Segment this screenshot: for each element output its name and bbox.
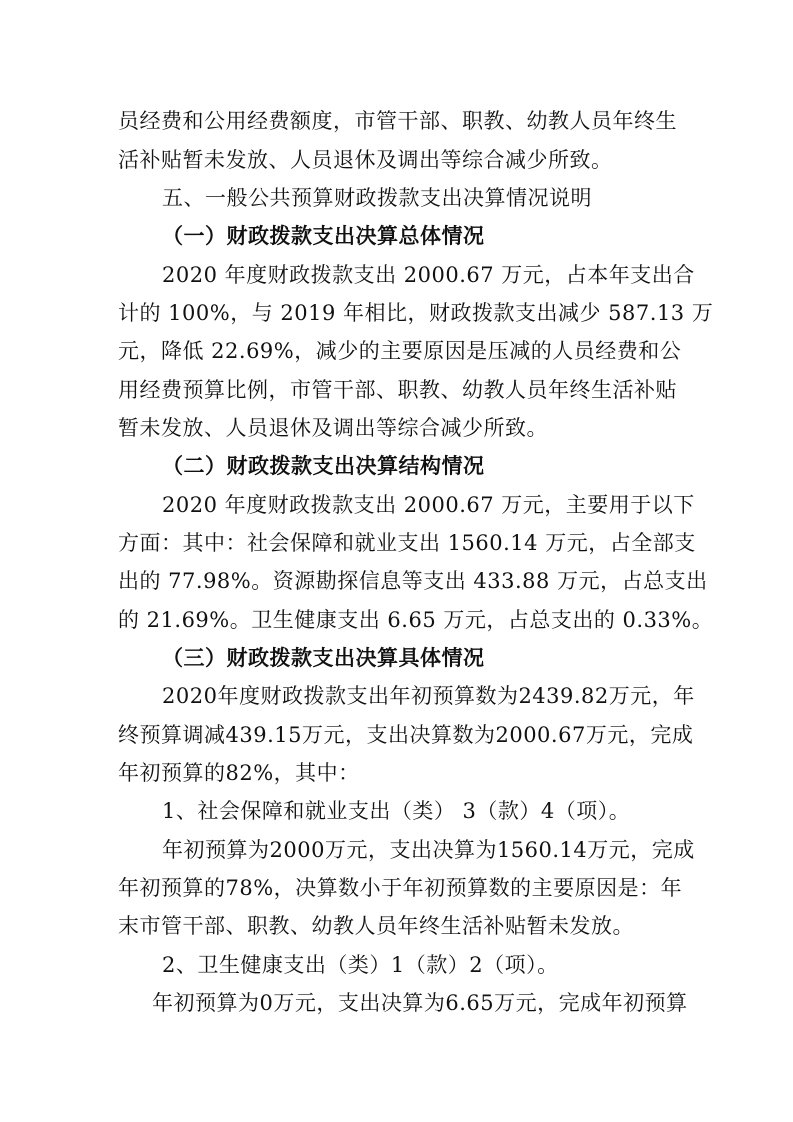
paragraph-line: 方面：其中：社会保障和就业支出 1560.14 万元，占全部支 (118, 531, 696, 555)
list-item-heading: 2、卫生健康支出（类）1（款）2（项）。 (162, 953, 559, 977)
paragraph-line: 2020 年度财政拨款支出 2000.67 万元，主要用于以下 (162, 493, 695, 517)
paragraph-line: 的 21.69%。卫生健康支出 6.65 万元，占总支出的 0.33%。 (118, 608, 714, 632)
paragraph-line: 2020 年度财政拨款支出 2000.67 万元，占本年支出合 (162, 263, 695, 287)
paragraph-line: 终预算调减439.15万元，支出决算数为2000.67万元，完成 (118, 723, 694, 747)
paragraph-line: 年初预算为2000万元，支出决算为1560.14万元，完成 (162, 838, 695, 862)
subsection-heading-1: （一）财政拨款支出决算总体情况 (162, 224, 485, 248)
paragraph-line: 员经费和公用经费额度，市管干部、职教、幼教人员年终生 (118, 109, 677, 133)
paragraph-line: 2020年度财政拨款支出年初预算数为2439.82万元，年 (162, 684, 695, 708)
paragraph-line: 出的 77.98%。资源勘探信息等支出 433.88 万元，占总支出 (118, 569, 708, 593)
paragraph-line: 用经费预算比例，市管干部、职教、幼教人员年终生活补贴 (118, 378, 677, 402)
paragraph-line: 年初预算的78%，决算数小于年初预算数的主要原因是：年 (118, 876, 683, 900)
paragraph-line: 元，降低 22.69%，减少的主要原因是压减的人员经费和公 (118, 339, 682, 363)
subsection-heading-2: （二）财政拨款支出决算结构情况 (162, 454, 485, 478)
paragraph-line: 末市管干部、职教、幼教人员年终生活补贴暂未发放。 (118, 914, 634, 938)
paragraph-line: 活补贴暂未发放、人员退休及调出等综合减少所致。 (118, 148, 613, 172)
paragraph-line: 年初预算为0万元，支出决算为6.65万元，完成年初预算 (152, 991, 688, 1015)
section-title: 五、一般公共预算财政拨款支出决算情况说明 (162, 186, 592, 210)
paragraph-line: 暂未发放、人员退休及调出等综合减少所致。 (118, 416, 548, 440)
subsection-heading-3: （三）财政拨款支出决算具体情况 (162, 646, 485, 670)
paragraph-line: 计的 100%，与 2019 年相比，财政拨款支出减少 587.13 万 (118, 301, 714, 325)
paragraph-line: 年初预算的82%，其中： (118, 761, 360, 785)
list-item-heading: 1、社会保障和就业支出（类） 3（款）4（项）。 (162, 799, 631, 823)
